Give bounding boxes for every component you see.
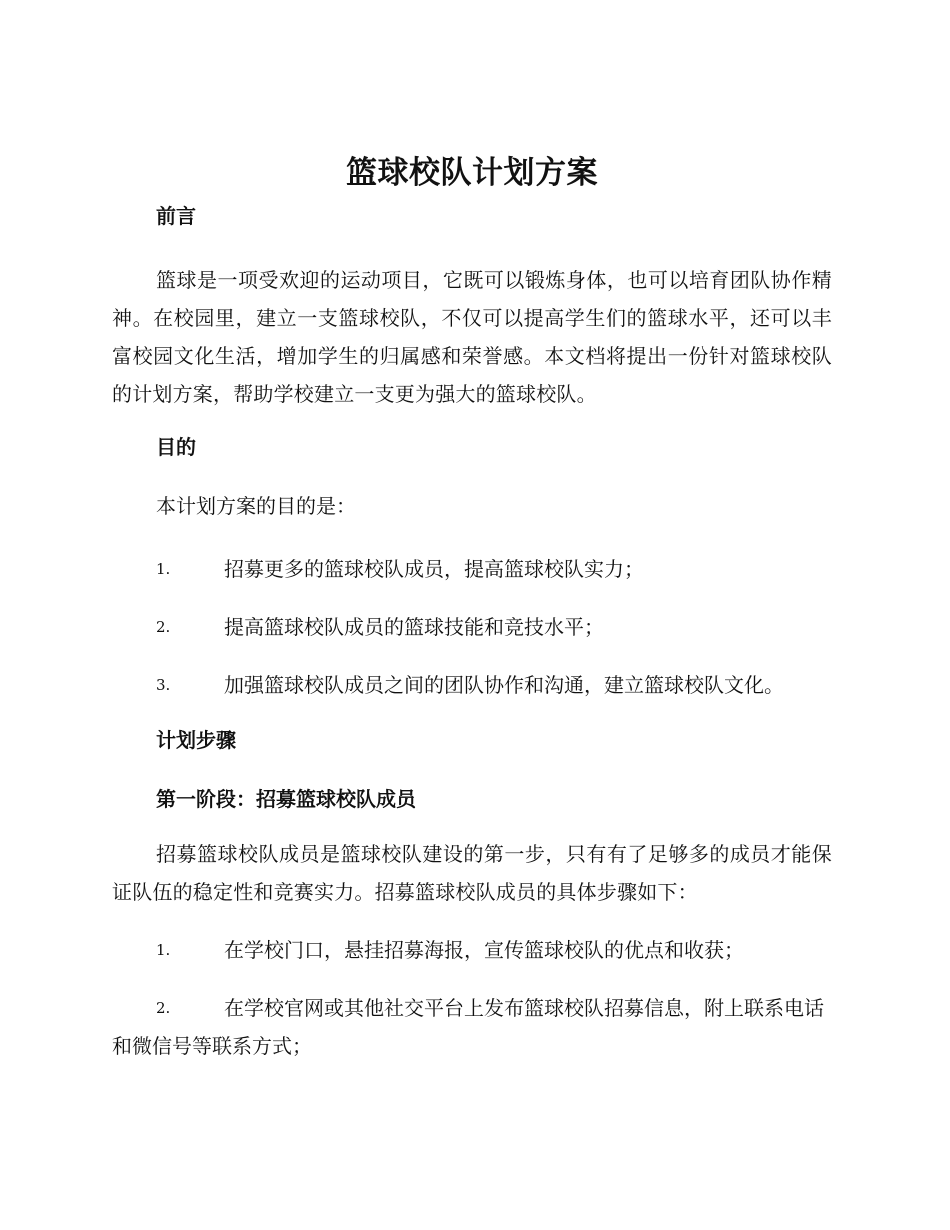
- purpose-intro: 本计划方案的目的是：: [156, 494, 356, 518]
- stage1-list-item: [112, 931, 832, 969]
- list-number: 1.: [156, 560, 171, 578]
- list-text: 提高篮球校队成员的篮球技能和竞技水平；: [224, 615, 604, 639]
- section-heading-steps: 计划步骤: [156, 728, 236, 752]
- section-heading-preface: 前言: [156, 204, 196, 228]
- list-number: 1.: [156, 941, 171, 959]
- preface-paragraph: 篮球是一项受欢迎的运动项目，它既可以锻炼身体，也可以培育团队协作精神。在校园里，建立一支篮球校队，不仅可以提高学生们的篮球水平，还可以丰富校园文化生活，增加学生的归属感和荣誉感。本文档将提出一份针对篮球校队的计划方案，帮助学校建立一支更为强大的篮球校队。: [112, 268, 832, 406]
- list-text: 加强篮球校队成员之间的团队协作和沟通，建立篮球校队文化。: [224, 673, 784, 697]
- section-heading-purpose: 目的: [156, 435, 196, 459]
- list-text: 在学校门口，悬挂招募海报，宣传篮球校队的优点和收获；: [224, 938, 744, 962]
- stage1-heading: 第一阶段：招募篮球校队成员: [156, 787, 416, 811]
- list-text: 招募更多的篮球校队成员，提高篮球校队实力；: [224, 557, 644, 581]
- list-text: 在学校官网或其他社交平台上发布篮球校队招募信息，附上联系电话和微信号等联系方式；: [112, 996, 824, 1058]
- list-number: 2.: [156, 618, 171, 636]
- document-content: [112, 150, 832, 1085]
- list-number: 3.: [156, 676, 171, 694]
- list-number: 2.: [156, 999, 171, 1017]
- stage1-list-item: [112, 989, 832, 1065]
- document-title: 篮球校队计划方案: [346, 155, 598, 191]
- purpose-list-item: [112, 550, 832, 588]
- purpose-list-item: [112, 666, 832, 704]
- stage1-paragraph: 招募篮球校队成员是篮球校队建设的第一步，只有有了足够多的成员才能保证队伍的稳定性和竞赛实力。招募篮球校队成员的具体步骤如下：: [112, 842, 832, 904]
- purpose-list-item: [112, 608, 832, 646]
